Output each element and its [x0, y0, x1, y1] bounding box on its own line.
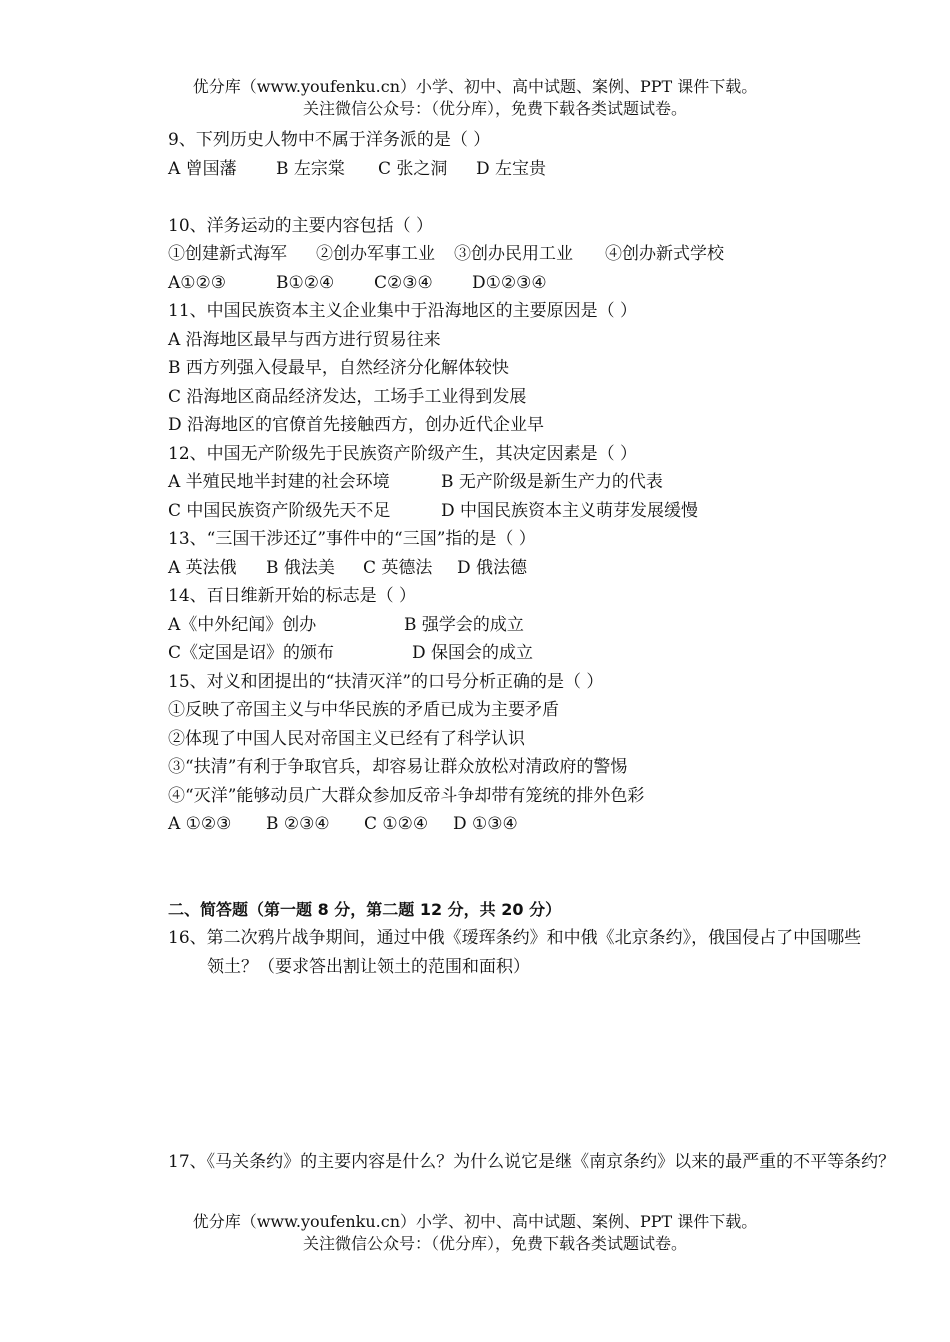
q15-option-d: D ①③④	[453, 814, 518, 834]
q13-stem: 13、“三国干涉还辽”事件中的“三国”指的是（ ）	[168, 529, 536, 549]
q9-option-b: B 左宗棠	[276, 158, 345, 179]
q13-option-d: D 俄法德	[457, 557, 528, 578]
q9-option-a: A 曾国藩	[168, 158, 237, 179]
q9-option-c: C 张之洞	[378, 158, 448, 179]
q14-stem: 14、百日维新开始的标志是（ ）	[168, 586, 417, 606]
q12-option-a: A 半殖民地半封建的社会环境	[168, 472, 390, 492]
q15-option-c: C ①②④	[364, 814, 429, 834]
q15-item-3: ③“扶清”有利于争取官兵，却容易让群众放松对清政府的警惕	[168, 757, 628, 777]
q10-item-4: ④创办新式学校	[605, 244, 724, 264]
q15-item-4: ④“灭洋”能够动员广大群众参加反帝斗争却带有笼统的排外色彩	[168, 785, 645, 806]
q9-stem: 9、下列历史人物中不属于洋务派的是（ ）	[168, 130, 491, 150]
q17-text: 17、《马关条约》的主要内容是什么？为什么说它是继《南京条约》以来的最严重的不平等条约？	[168, 1152, 896, 1172]
q16-text: 16、第二次鸦片战争期间，通过中俄《瑷珲条约》和中俄《北京条约》，俄国侵占了中国哪些领土？（要求答出割让领土的范围和面积）	[168, 928, 862, 977]
q15-options	[168, 810, 878, 839]
footer-line-1: 优分库（www.youfenku.cn）小学、初中、高中试题、案例、PPT 课件下载。	[192, 1212, 758, 1231]
q10-item-1: ①创建新式海军	[168, 244, 287, 264]
q15-item-2: ②体现了中国人民对帝国主义已经有了科学认识	[168, 728, 525, 749]
q11-option-d: D 沿海地区的官僚首先接触西方，创办近代企业早	[168, 415, 545, 435]
q15-option-b: B ②③④	[266, 814, 330, 834]
q14-option-b: B 强学会的成立	[404, 614, 524, 635]
page-header	[0, 76, 950, 120]
q12-option-d: D 中国民族资本主义萌芽发展缓慢	[441, 500, 699, 521]
q14-option-c: C《定国是诏》的颁布	[168, 643, 335, 663]
q13-options	[168, 554, 878, 583]
q14-options-row-1	[168, 611, 878, 640]
q13-option-a: A 英法俄	[168, 557, 237, 578]
header-line-2: 关注微信公众号：（优分库），免费下载各类试题试卷。	[302, 99, 687, 118]
q11-option-c: C 沿海地区商品经济发达，工场手工业得到发展	[168, 386, 527, 407]
header-line-1: 优分库（www.youfenku.cn）小学、初中、高中试题、案例、PPT 课件下载。	[192, 77, 758, 96]
footer-line-2: 关注微信公众号：（优分库），免费下载各类试题试卷。	[302, 1234, 687, 1253]
q12-option-b: B 无产阶级是新生产力的代表	[441, 472, 663, 492]
q12-options-row-1	[168, 468, 878, 497]
q10-option-c: C②③④	[374, 272, 433, 293]
q10-items	[168, 240, 878, 269]
q11-option-a: A 沿海地区最早与西方进行贸易往来	[168, 329, 441, 350]
q10-item-3: ③创办民用工业	[454, 244, 573, 264]
q14-option-d: D 保国会的成立	[412, 643, 534, 663]
q9-option-d: D 左宝贵	[476, 158, 547, 179]
section-2-title: 二、简答题（第一题 8 分，第二题 12 分，共 20 分）	[168, 899, 562, 919]
q10-option-a: A①②③	[168, 272, 226, 293]
q14-option-a: A《中外纪闻》创办	[168, 614, 317, 635]
q12-stem: 12、中国无产阶级先于民族资产阶级产生，其决定因素是（ ）	[168, 443, 638, 464]
question-body	[168, 126, 878, 981]
q11-stem: 11、中国民族资本主义企业集中于沿海地区的主要原因是（ ）	[168, 301, 638, 321]
page-footer	[0, 1211, 950, 1255]
q12-option-c: C 中国民族资产阶级先天不足	[168, 500, 391, 521]
q10-options	[168, 269, 878, 298]
q15-item-1: ①反映了帝国主义与中华民族的矛盾已成为主要矛盾	[168, 700, 559, 720]
q10-stem: 10、洋务运动的主要内容包括（ ）	[168, 215, 434, 236]
q14-options-row-2	[168, 639, 878, 668]
q10-item-2: ②创办军事工业	[316, 244, 435, 264]
q9-options	[168, 155, 878, 184]
q15-option-a: A ①②③	[168, 814, 232, 834]
q13-option-c: C 英德法	[363, 557, 433, 578]
q11-option-b: B 西方列强入侵最早，自然经济分化解体较快	[168, 358, 509, 378]
q10-option-d: D①②③④	[472, 272, 547, 293]
q15-stem: 15、对义和团提出的“扶清灭洋”的口号分析正确的是（ ）	[168, 671, 604, 692]
q10-option-b: B①②④	[276, 272, 335, 293]
q12-options-row-2	[168, 497, 878, 526]
q13-option-b: B 俄法美	[266, 557, 335, 578]
